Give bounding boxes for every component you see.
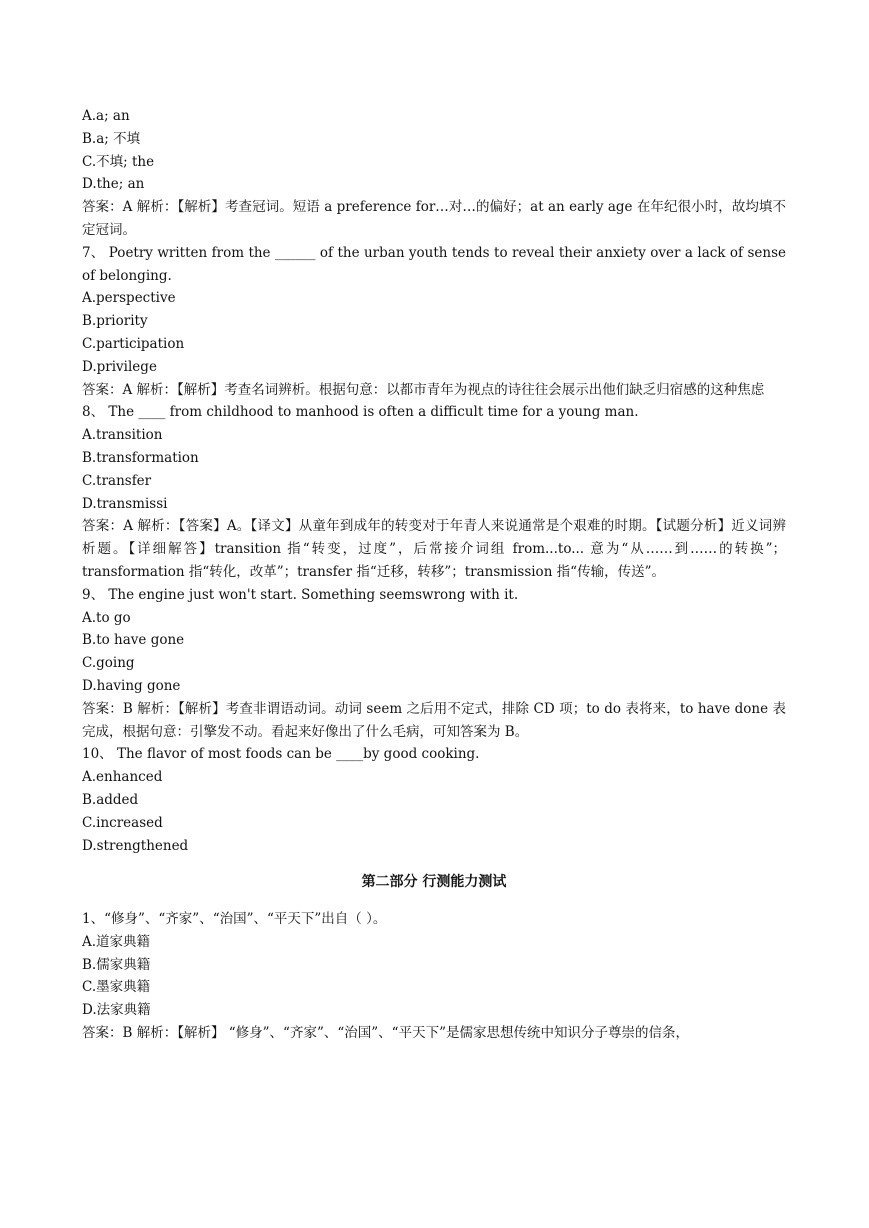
option-c: C.participation xyxy=(82,335,185,352)
answer-explanation: 答案：A 解析：【解析】考查名词辨析。根据句意：以都市青年为视点的诗往往会展示出他们缺乏归宿感的这种焦虑 xyxy=(82,381,765,398)
option-c: C.不填; the xyxy=(82,153,155,170)
question-stem: 10、 The flavor of most foods can be ____by good cooking. xyxy=(82,746,480,763)
answer-explanation: 答案：A 解析：【解析】考查冠词。短语 a preference for…对…的偏好；at an early age 在年纪很小时，故均填不定冠词。 xyxy=(82,199,786,238)
question-9 xyxy=(82,584,786,744)
question-10 xyxy=(82,743,786,857)
option-d: D.privilege xyxy=(82,358,157,375)
option-d: D.法家典籍 xyxy=(82,1002,151,1019)
option-d: D.strengthened xyxy=(82,837,189,854)
answer-explanation: 答案：B 解析：【解析】考查非谓语动词。动词 seem 之后用不定式，排除 CD 项；to do 表将来，to have done 表完成，根据句意：引擎发不动。看起来好像出了什么毛病，可知答案为 B。 xyxy=(82,700,786,740)
section-heading: 第二部分 行测能力测试 xyxy=(361,874,507,891)
option-b: B.priority xyxy=(82,313,148,330)
question-7 xyxy=(82,242,786,402)
option-b: B.transformation xyxy=(82,449,199,466)
document-page xyxy=(82,105,786,1045)
option-c: C.墨家典籍 xyxy=(82,979,151,996)
answer-explanation: 答案：B 解析：【解析】 “修身”、“齐家”、“治国”、“平天下”是儒家思想传统中知识分子尊崇的信条， xyxy=(82,1025,689,1042)
option-d: D.the; an xyxy=(82,176,145,193)
option-b: B.to have gone xyxy=(82,632,185,649)
question-stem: 9、 The engine just won't start. Something seemswrong with it. xyxy=(82,586,519,603)
option-a: A.道家典籍 xyxy=(82,933,151,950)
question-stem: 8、 The ____ from childhood to manhood is often a difficult time for a young man. xyxy=(82,404,639,421)
option-a: A.enhanced xyxy=(82,769,163,786)
question-8 xyxy=(82,401,786,583)
option-d: D.having gone xyxy=(82,677,181,694)
section2-question-1 xyxy=(82,908,786,1045)
option-b: B.a; 不填 xyxy=(82,130,141,147)
option-c: C.going xyxy=(82,655,135,672)
option-c: C.increased xyxy=(82,814,163,831)
question-6 xyxy=(82,105,786,242)
option-a: A.transition xyxy=(82,427,163,444)
question-stem: 7、 Poetry written from the ______ of the urban youth tends to reveal their anxiety over a lack of sense of belonging. xyxy=(82,244,786,284)
option-a: A.to go xyxy=(82,609,131,626)
option-b: B.added xyxy=(82,791,139,808)
option-a: A.a; an xyxy=(82,108,130,124)
question-stem: 1、“修身”、“齐家”、“治国”、“平天下”出自（ ）。 xyxy=(82,911,387,928)
answer-explanation: 答案：A 解析：【答案】A。【译文】从童年到成年的转变对于年青人来说通常是个艰难的时期。【试题分析】近义词辨析题。【详细解答】transition 指“转变，过度”，后常接介词组 from...to... 意为“从……到……的转换”；transformation 指“转化，改革”；transfer 指“迁移，转移”；transmission 指“传输，传送”。 xyxy=(82,518,786,580)
option-d: D.transmissi xyxy=(82,495,168,512)
option-b: B.儒家典籍 xyxy=(82,956,151,973)
option-c: C.transfer xyxy=(82,472,152,489)
option-a: A.perspective xyxy=(82,290,176,307)
